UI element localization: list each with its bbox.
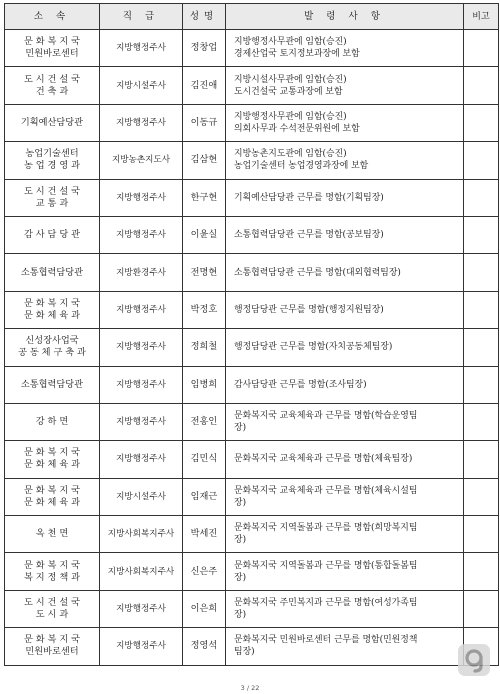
cell-name: 박세진 xyxy=(183,516,226,553)
cell-bigo xyxy=(464,516,499,553)
order-line: 지방농촌지도관에 임함(승진) xyxy=(234,149,347,160)
order-line: 문화복지국 교육체육과 근무를 명함(체육팀장) xyxy=(234,454,413,465)
order-line: 도시건설국 교통과장에 보함 xyxy=(234,86,343,97)
cell-name: 전명현 xyxy=(183,254,226,291)
sosok-line: 건 축 과 xyxy=(35,85,69,97)
table-row xyxy=(5,516,499,553)
order-line: 의회사무과 수석전문위원에 보함 xyxy=(234,123,360,134)
cell-jikgeup: 지방사회복지주사 xyxy=(100,516,183,553)
sosok-line: 문 화 복 지 국 xyxy=(23,484,81,496)
header-sosok: 소 속 xyxy=(5,4,100,30)
cell-jikgeup: 지방행정주사 xyxy=(100,366,183,403)
cell-name: 김진애 xyxy=(183,67,226,104)
order-line: 문화복지국 교육체육과 근무를 명함(체육시설팀 xyxy=(234,485,418,496)
cell-bigo xyxy=(464,329,499,366)
cell-sosok xyxy=(5,142,100,179)
sosok-line: 기획예산담당관 xyxy=(20,116,84,128)
sosok-line: 감 사 담 당 관 xyxy=(23,229,81,241)
table-row xyxy=(5,553,499,590)
cell-bigo xyxy=(464,590,499,627)
cell-jikgeup: 지방행정주사 xyxy=(100,291,183,328)
cell-jikgeup: 지방행정주사 xyxy=(100,590,183,627)
cell-jikgeup: 지방행정주사 xyxy=(100,628,183,665)
header-name: 성명 xyxy=(183,4,226,30)
cell-sosok xyxy=(5,104,100,141)
logo-badge-icon xyxy=(458,644,490,676)
sosok-line: 문 화 복 지 국 xyxy=(23,36,81,48)
cell-bigo xyxy=(464,553,499,590)
cell-sosok xyxy=(5,516,100,553)
sosok-line: 민원바로센터 xyxy=(25,48,79,60)
cell-sosok xyxy=(5,179,100,216)
order-line: 행정담당관 근무를 명함(자치공동체팀장) xyxy=(234,342,393,353)
cell-name: 전홍인 xyxy=(183,403,226,440)
page-indicator: 3 / 22 xyxy=(240,684,260,692)
order-line: 장) xyxy=(234,497,247,508)
sosok-line: 교 통 과 xyxy=(35,197,69,209)
cell-sosok xyxy=(5,441,100,478)
sosok-line: 민원바로센터 xyxy=(25,646,79,658)
sosok-line: 문 화 복 지 국 xyxy=(23,634,81,646)
cell-jikgeup: 지방행정주사 xyxy=(100,179,183,216)
cell-order xyxy=(226,254,464,291)
header-jikgeup: 직 급 xyxy=(100,4,183,30)
cell-sosok xyxy=(5,67,100,104)
cell-sosok xyxy=(5,254,100,291)
sosok-line: 강 하 면 xyxy=(35,416,69,428)
order-line: 소통협력담당관 근무를 명함(대외협력팀장) xyxy=(234,267,401,278)
header-order: 발 령 사 항 xyxy=(226,4,464,30)
sosok-line: 문 화 복 지 국 xyxy=(23,297,81,309)
cell-jikgeup: 지방행정주사 xyxy=(100,216,183,253)
order-line: 기획예산담당관 근무를 명함(기획팀장) xyxy=(234,192,384,203)
cell-bigo xyxy=(464,478,499,515)
order-line: 감사담당관 근무를 명함(조사팀장) xyxy=(234,379,367,390)
cell-name: 김삼현 xyxy=(183,142,226,179)
order-line: 문화복지국 교육체육과 근무를 명함(학습운영팀 xyxy=(234,411,418,422)
cell-order xyxy=(226,329,464,366)
table-row xyxy=(5,254,499,291)
order-line: 장) xyxy=(234,610,247,621)
cell-order xyxy=(226,403,464,440)
order-line: 문화복지국 지역돌봄과 근무를 명함(통합돌봄팀 xyxy=(234,560,418,571)
cell-bigo xyxy=(464,104,499,141)
table-body xyxy=(5,30,499,666)
table-row xyxy=(5,67,499,104)
cell-bigo xyxy=(464,216,499,253)
cell-name: 임병희 xyxy=(183,366,226,403)
cell-bigo xyxy=(464,142,499,179)
cell-order xyxy=(226,366,464,403)
table-row xyxy=(5,478,499,515)
sosok-line: 문 화 복 지 국 xyxy=(23,559,81,571)
cell-sosok xyxy=(5,553,100,590)
cell-name: 김민식 xyxy=(183,441,226,478)
cell-sosok xyxy=(5,403,100,440)
cell-bigo xyxy=(464,441,499,478)
cell-order xyxy=(226,553,464,590)
sosok-line: 소통협력담당관 xyxy=(20,266,84,278)
table-row xyxy=(5,104,499,141)
cell-order xyxy=(226,30,464,67)
cell-jikgeup: 지방환경주사 xyxy=(100,254,183,291)
cell-jikgeup: 지방농촌지도사 xyxy=(100,142,183,179)
table-row xyxy=(5,366,499,403)
cell-sosok xyxy=(5,478,100,515)
sosok-line: 농업기술센터 xyxy=(25,148,79,160)
cell-name: 정영석 xyxy=(183,628,226,665)
personnel-orders-table xyxy=(4,3,499,666)
order-line: 행정담당관 근무를 명함(행정지원팀장) xyxy=(234,304,384,315)
cell-bigo xyxy=(464,179,499,216)
sosok-line: 복 지 정 책 과 xyxy=(23,571,81,583)
cell-bigo xyxy=(464,67,499,104)
order-line: 경제산업국 토지정보과장에 보함 xyxy=(234,49,360,60)
cell-sosok xyxy=(5,329,100,366)
cell-sosok xyxy=(5,291,100,328)
cell-jikgeup: 지방행정주사 xyxy=(100,441,183,478)
sosok-line: 공 동 체 구 축 과 xyxy=(18,347,86,359)
sosok-line: 문 화 복 지 국 xyxy=(23,447,81,459)
cell-name: 신은주 xyxy=(183,553,226,590)
cell-order xyxy=(226,179,464,216)
header-bigo: 비고 xyxy=(464,4,499,30)
cell-order xyxy=(226,478,464,515)
cell-bigo xyxy=(464,291,499,328)
sosok-line: 문 화 체 육 과 xyxy=(23,496,81,508)
cell-sosok xyxy=(5,30,100,67)
cell-order xyxy=(226,590,464,627)
order-line: 장) xyxy=(234,572,247,583)
cell-bigo xyxy=(464,30,499,67)
order-line: 팀장) xyxy=(234,647,255,658)
cell-jikgeup: 지방행정주사 xyxy=(100,403,183,440)
sosok-line: 도 시 건 설 국 xyxy=(23,185,81,197)
cell-name: 임재근 xyxy=(183,478,226,515)
cell-sosok xyxy=(5,216,100,253)
sosok-line: 신성장사업국 xyxy=(25,335,79,347)
table-row xyxy=(5,329,499,366)
sosok-line: 소통협력담당관 xyxy=(20,378,84,390)
cell-jikgeup: 지방행정주사 xyxy=(100,329,183,366)
order-line: 농업기술센터 농업경영과장에 보함 xyxy=(234,161,369,172)
table-row xyxy=(5,628,499,665)
cell-jikgeup: 지방시설주사 xyxy=(100,67,183,104)
sosok-line: 도 시 건 설 국 xyxy=(23,597,81,609)
table-row xyxy=(5,590,499,627)
cell-jikgeup: 지방사회복지주사 xyxy=(100,553,183,590)
sosok-line: 도 시 과 xyxy=(35,609,69,621)
sosok-line: 옥 천 면 xyxy=(35,528,69,540)
cell-name: 한구현 xyxy=(183,179,226,216)
table-row xyxy=(5,179,499,216)
cell-order xyxy=(226,441,464,478)
cell-order xyxy=(226,216,464,253)
order-line: 지방행정사무관에 임함(승진) xyxy=(234,37,347,48)
table-row xyxy=(5,403,499,440)
order-line: 장) xyxy=(234,423,247,434)
order-line: 지방행정사무관에 임함(승진) xyxy=(234,111,347,122)
sosok-line: 도 시 건 설 국 xyxy=(23,73,81,85)
cell-sosok xyxy=(5,628,100,665)
cell-name: 이동규 xyxy=(183,104,226,141)
cell-name: 정창업 xyxy=(183,30,226,67)
table-header-row xyxy=(5,4,499,30)
order-line: 문화복지국 민원바로센터 근무를 명함(민원정책 xyxy=(234,635,418,646)
cell-jikgeup: 지방행정주사 xyxy=(100,104,183,141)
table-row xyxy=(5,216,499,253)
sosok-line: 문 화 체 육 과 xyxy=(23,309,81,321)
cell-order xyxy=(226,142,464,179)
cell-sosok xyxy=(5,366,100,403)
order-line: 문화복지국 지역돌봄과 근무를 명함(희망복지팀 xyxy=(234,523,418,534)
table-row xyxy=(5,142,499,179)
sosok-line: 농 업 경 영 과 xyxy=(23,160,81,172)
sosok-line: 문 화 체 육 과 xyxy=(23,459,81,471)
cell-order xyxy=(226,104,464,141)
table-row xyxy=(5,291,499,328)
order-line: 소통협력담당관 근무를 명함(공보팀장) xyxy=(234,230,384,241)
table-row xyxy=(5,30,499,67)
table-row xyxy=(5,441,499,478)
cell-jikgeup: 지방시설주사 xyxy=(100,478,183,515)
cell-name: 이윤실 xyxy=(183,216,226,253)
cell-bigo xyxy=(464,403,499,440)
cell-bigo xyxy=(464,254,499,291)
order-line: 지방시설사무관에 임함(승진) xyxy=(234,74,347,85)
cell-name: 이은희 xyxy=(183,590,226,627)
order-line: 문화복지국 주민복지과 근무를 명함(여성가족팀 xyxy=(234,598,418,609)
cell-bigo xyxy=(464,366,499,403)
cell-order xyxy=(226,628,464,665)
cell-order xyxy=(226,291,464,328)
cell-order xyxy=(226,67,464,104)
cell-name: 박정호 xyxy=(183,291,226,328)
cell-order xyxy=(226,516,464,553)
cell-jikgeup: 지방행정주사 xyxy=(100,30,183,67)
order-line: 장) xyxy=(234,535,247,546)
cell-sosok xyxy=(5,590,100,627)
cell-name: 정희철 xyxy=(183,329,226,366)
